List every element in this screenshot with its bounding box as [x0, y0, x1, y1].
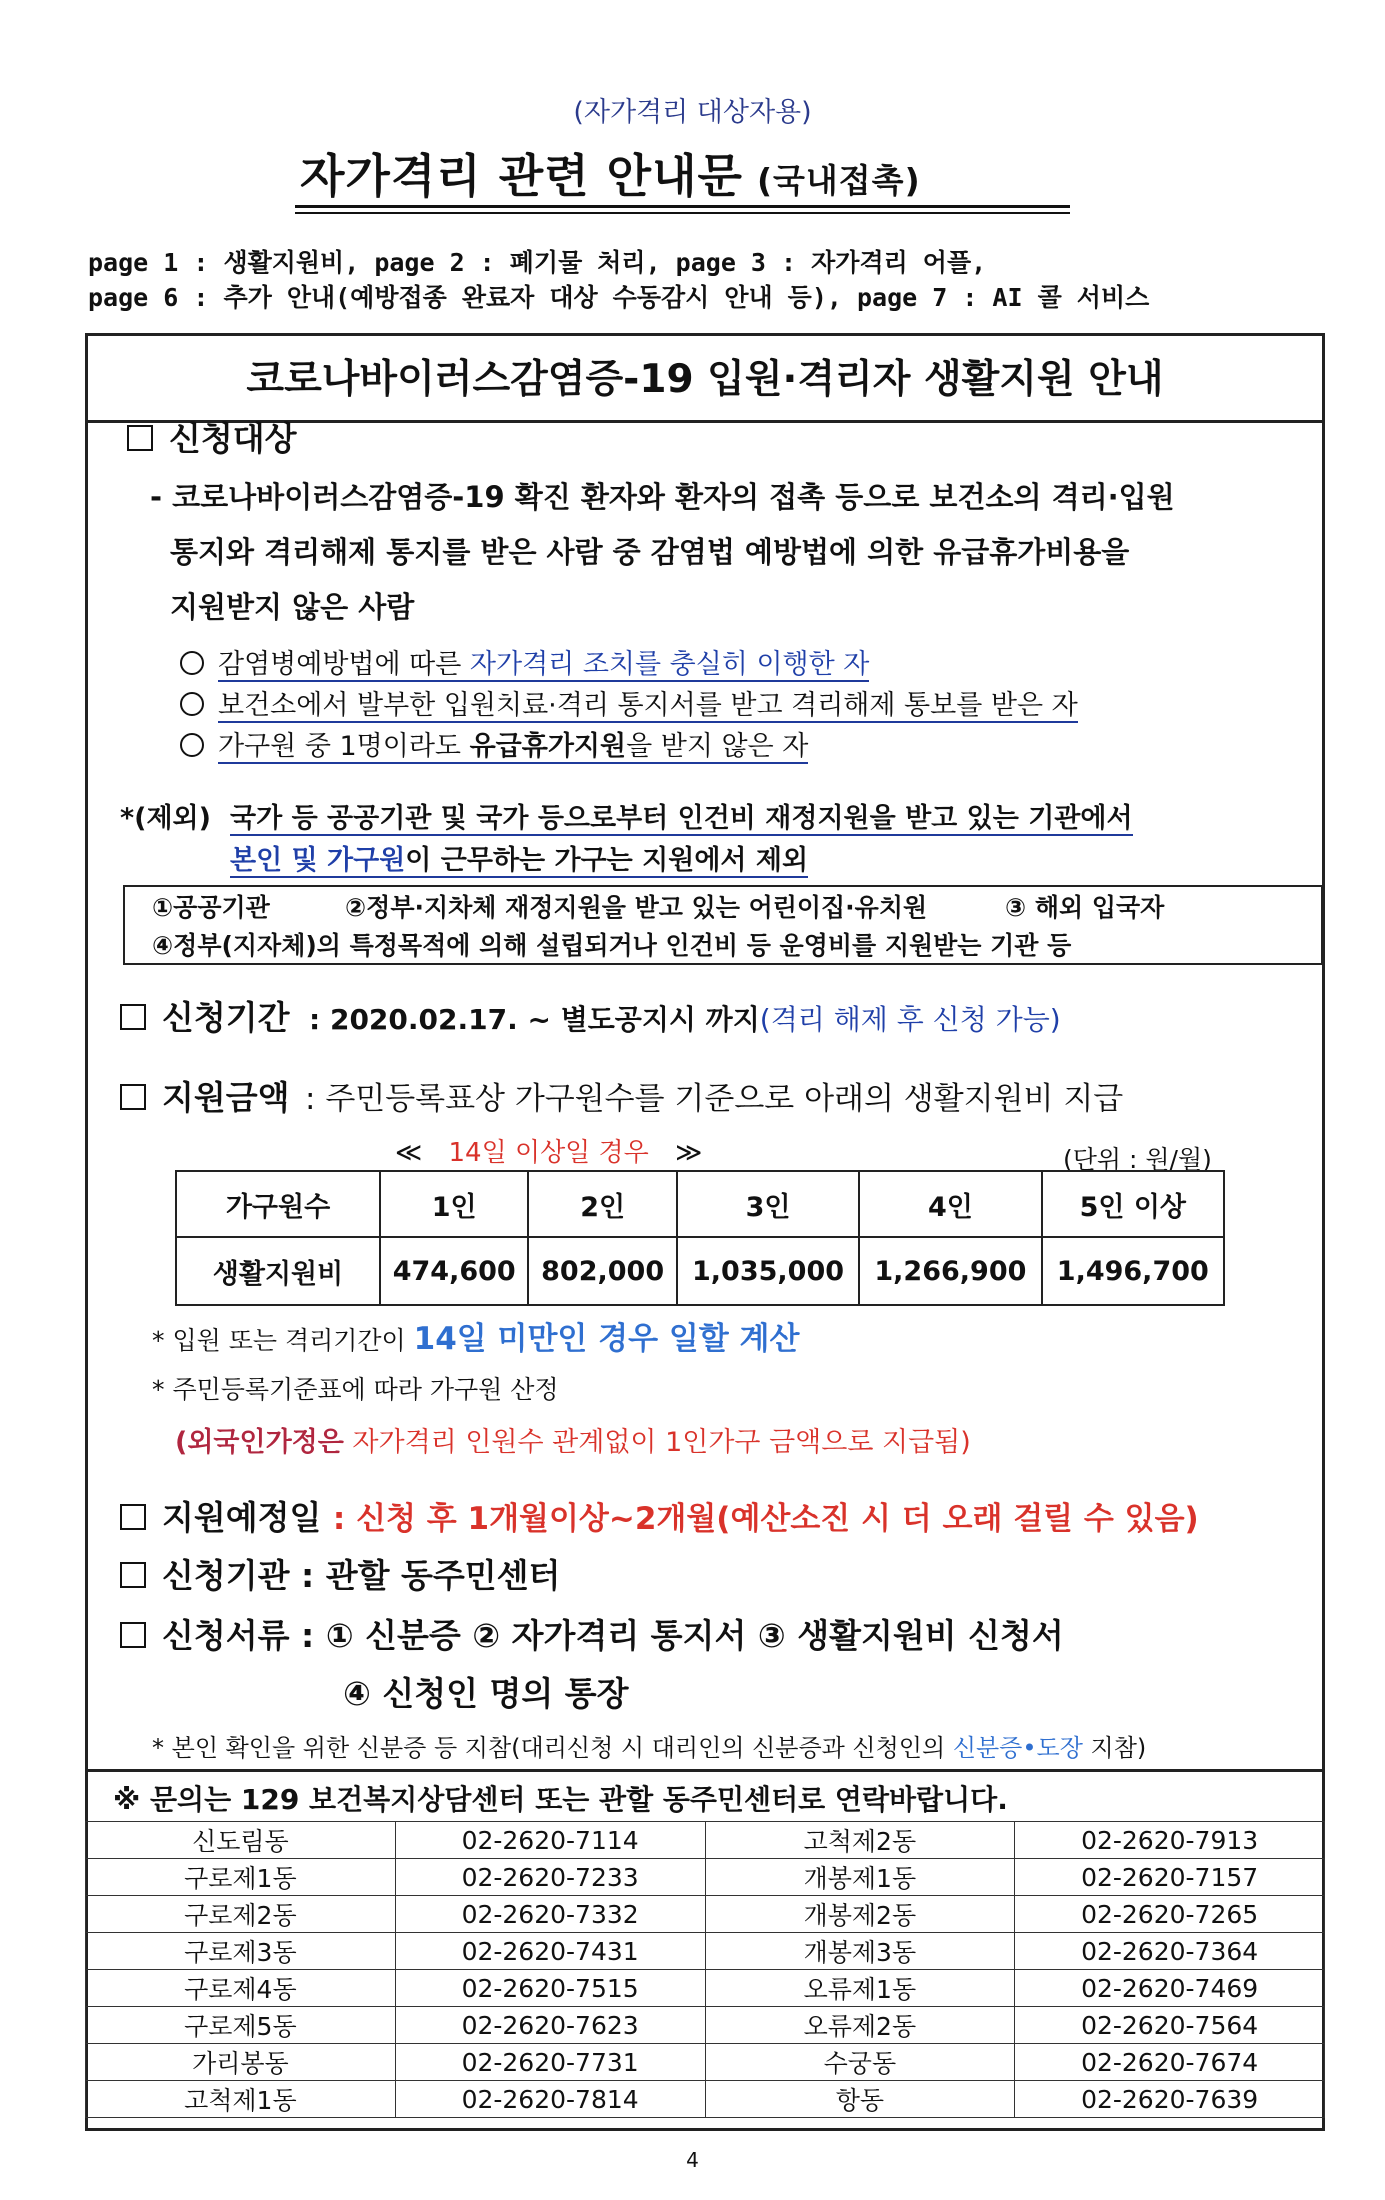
target-criterion-3: [180, 724, 808, 763]
section-target: [127, 413, 297, 460]
period-value: : 2020.02.17. ~ 별도공지시 까지: [309, 1003, 760, 1036]
exclusion-line-1-text: 국가 등 공공기관 및 국가 등으로부터 인건비 재정지원을 받고 있는 기관에서: [230, 803, 1133, 834]
district-name: 구로제3동: [86, 1933, 396, 1970]
schedule-value: : 신청 후 1개월이상~2개월(예산소진 시 더 오래 걸릴 수 있음): [332, 1501, 1199, 1537]
table-header-cell: 4인: [859, 1171, 1041, 1237]
district-phone[interactable]: 02-2620-7265: [1015, 1896, 1325, 1933]
amount-note-1-part-a: * 입원 또는 격리기간이: [152, 1326, 414, 1355]
contact-heading: ※ 문의는 129 보건복지상담센터 또는 관할 동주민센터로 연락바랍니다.: [113, 1783, 1008, 1816]
target-criterion-1: [180, 642, 869, 681]
district-name: 개봉제2동: [705, 1896, 1015, 1933]
table-row: [86, 1933, 1325, 1970]
district-phone[interactable]: 02-2620-7913: [1015, 1822, 1325, 1859]
docs-note: [152, 1728, 1146, 1763]
contact-separator: [85, 1769, 1325, 1772]
district-phone[interactable]: 02-2620-7814: [395, 2081, 705, 2118]
table-row: [86, 2007, 1325, 2044]
district-name: 가리봉동: [86, 2044, 396, 2081]
target-desc-line-3: 지원받지 않은 사람: [170, 590, 415, 624]
district-name: 구로제5동: [86, 2007, 396, 2044]
amount-unit: (단위 : 원/월): [1063, 1145, 1212, 1174]
district-name: 항동: [705, 2081, 1015, 2118]
docs-line-1: : ① 신분증 ② 자가격리 통지서 ③ 생활지원비 신청서: [301, 1616, 1064, 1655]
table-row: [86, 1822, 1325, 1859]
title-underline-2: [295, 212, 1070, 214]
criterion-3-part-c: 을 받지 않은 자: [626, 731, 809, 762]
section-period-heading: 신청기간: [162, 998, 290, 1037]
district-phone[interactable]: 02-2620-7564: [1015, 2007, 1325, 2044]
section-amount: [120, 1072, 1123, 1119]
criterion-1-part-a: 감염병예방법에 따른: [218, 649, 470, 680]
checkbox-icon: [120, 1004, 146, 1030]
district-name: 오류제1동: [705, 1970, 1015, 2007]
table-cell: 1,266,900: [859, 1237, 1041, 1305]
criterion-2-text: 보건소에서 발부한 입원치료·격리 통지서를 받고 격리해제 통보를 받은 자: [218, 690, 1078, 721]
criterion-3-text: [218, 731, 808, 764]
table-cell: 1,035,000: [677, 1237, 859, 1305]
page-index-line-1: page 1 : 생활지원비, page 2 : 폐기물 처리, page 3 : 자가격리 어플,: [88, 248, 987, 277]
circle-bullet-icon: [180, 651, 204, 675]
exclusion-item-3: ③ 해외 입국자: [1005, 893, 1165, 922]
district-name: 개봉제1동: [705, 1859, 1015, 1896]
criterion-3-part-a: 가구원 중 1명이라도: [218, 731, 470, 762]
checkbox-icon: [127, 425, 153, 451]
support-amount-table: [175, 1170, 1225, 1306]
district-phone[interactable]: 02-2620-7674: [1015, 2044, 1325, 2081]
document-subtitle: (자가격리 대상자용): [573, 97, 812, 128]
amount-note-3: [175, 1420, 971, 1459]
circle-bullet-icon: [180, 733, 204, 757]
title-underline: [295, 205, 1070, 208]
district-phone[interactable]: 02-2620-7731: [395, 2044, 705, 2081]
district-name: 구로제4동: [86, 1970, 396, 2007]
target-desc-line-2: 통지와 격리해제 통지를 받은 사람 중 감염법 예방법에 의한 유급휴가비용을: [170, 535, 1130, 569]
district-phone[interactable]: 02-2620-7639: [1015, 2081, 1325, 2118]
district-phone[interactable]: 02-2620-7515: [395, 1970, 705, 2007]
section-schedule: [120, 1492, 1199, 1539]
period-note: (격리 해제 후 신청 가능): [759, 1003, 1061, 1036]
section-schedule-heading: 지원예정일: [162, 1498, 322, 1537]
contact-table: [85, 1821, 1325, 2118]
criterion-3-part-b: 유급휴가지원: [469, 731, 627, 762]
amount-note-1-part-b: 14일 미만인 경우 일할 계산: [413, 1321, 800, 1357]
criterion-1-part-b: 자가격리 조치를 충실히 이행한 자: [469, 649, 870, 680]
exclusion-item-1: ①공공기관: [152, 893, 270, 922]
district-name: 개봉제3동: [705, 1933, 1015, 1970]
checkbox-icon: [120, 1562, 146, 1588]
target-criterion-2: [180, 683, 1078, 722]
district-name: 수궁동: [705, 2044, 1015, 2081]
district-name: 고척제1동: [86, 2081, 396, 2118]
document-title-text: 자가격리 관련 안내문: [300, 149, 743, 203]
table-header-cell: 가구원수: [176, 1171, 380, 1237]
table-header-cell: 5인 이상: [1042, 1171, 1224, 1237]
table-header-cell: 1인: [380, 1171, 528, 1237]
amount-note-3-part-b: 자가격리 인원수 관계없이 1인가구 금액으로 지급됨): [343, 1427, 971, 1458]
table-row: [86, 2081, 1325, 2118]
amount-condition-close: ≫: [675, 1138, 703, 1168]
table-row: [176, 1237, 1224, 1305]
section-docs-heading: 신청서류: [162, 1616, 290, 1655]
exclusion-line-2-part-b: 이 근무하는 가구는 지원에서 제외: [405, 845, 809, 876]
district-name: 오류제2동: [705, 2007, 1015, 2044]
table-cell: 474,600: [380, 1237, 528, 1305]
document-title-suffix: (국내접촉): [756, 161, 921, 200]
amount-condition-text: 14일 이상일 경우: [448, 1138, 649, 1168]
district-phone[interactable]: 02-2620-7332: [395, 1896, 705, 1933]
exclusion-line-1: [230, 796, 1133, 835]
exclusion-line-2-part-a: 본인 및 가구원: [230, 845, 406, 876]
docs-note-part-a: * 본인 확인을 위한 신분증 등 지참(대리신청 시 대리인의 신분증과 신청인의: [152, 1734, 953, 1762]
amount-value: : 주민등록표상 가구원수를 기준으로 아래의 생활지원비 지급: [305, 1081, 1124, 1117]
checkbox-icon: [120, 1504, 146, 1530]
circle-bullet-icon: [180, 692, 204, 716]
district-phone[interactable]: 02-2620-7114: [395, 1822, 705, 1859]
district-phone[interactable]: 02-2620-7469: [1015, 1970, 1325, 2007]
table-row: [86, 1896, 1325, 1933]
district-name: 구로제1동: [86, 1859, 396, 1896]
criterion-1-text: [218, 649, 869, 682]
district-phone[interactable]: 02-2620-7623: [395, 2007, 705, 2044]
district-name: 구로제2동: [86, 1896, 396, 1933]
section-docs: [120, 1610, 1064, 1657]
district-phone[interactable]: 02-2620-7364: [1015, 1933, 1325, 1970]
agency-value: : 관할 동주민센터: [301, 1556, 561, 1595]
amount-note-3-part-a: (외국인가정은: [175, 1427, 344, 1458]
district-name: 고척제2동: [705, 1822, 1015, 1859]
docs-note-part-b: 신분증•도장: [952, 1734, 1083, 1762]
district-phone[interactable]: 02-2620-7233: [395, 1859, 705, 1896]
section-period: [120, 992, 1061, 1039]
exclusion-line-2-text: [230, 845, 808, 878]
checkbox-icon: [120, 1622, 146, 1648]
table-header-cell: 3인: [677, 1171, 859, 1237]
docs-note-part-c: 지참): [1082, 1734, 1147, 1762]
section-agency-heading: 신청기관: [162, 1556, 290, 1595]
section-agency: [120, 1550, 560, 1597]
amount-condition: [395, 1132, 702, 1169]
table-row: [86, 1970, 1325, 2007]
exclusion-line-2: [230, 838, 808, 877]
docs-line-2: ④ 신청인 명의 통장: [343, 1674, 629, 1713]
table-header-cell: 2인: [528, 1171, 676, 1237]
amount-note-1: [152, 1313, 799, 1358]
section-target-heading: 신청대상: [169, 419, 297, 458]
page-index-line-2: page 6 : 추가 안내(예방접종 완료자 대상 수동감시 안내 등), page 7 : AI 콜 서비스: [88, 283, 1150, 312]
exclusion-label: *(제외): [120, 803, 211, 834]
exclusion-item-4: ④정부(지자체)의 특정목적에 의해 설립되거나 인건비 등 운영비를 지원받는 기관 등: [152, 931, 1072, 960]
box-title: 코로나바이러스감염증-19 입원·격리자 생활지원 안내: [246, 357, 1164, 402]
table-row: [86, 2044, 1325, 2081]
document-title: [300, 140, 921, 206]
district-name: 신도림동: [86, 1822, 396, 1859]
exclusion-item-2: ②정부·지차체 재정지원을 받고 있는 어린이집·유치원: [345, 893, 928, 922]
table-header-row: [176, 1171, 1224, 1237]
amount-note-2: * 주민등록기준표에 따라 가구원 산정: [152, 1375, 559, 1404]
checkbox-icon: [120, 1084, 146, 1110]
page-number: 4: [686, 2148, 699, 2172]
section-amount-heading: 지원금액: [162, 1078, 290, 1117]
target-desc-line-1: - 코로나바이러스감염증-19 확진 환자와 환자의 접촉 등으로 보건소의 격리·입원: [150, 480, 1175, 514]
district-phone[interactable]: 02-2620-7431: [395, 1933, 705, 1970]
table-row: [86, 1859, 1325, 1896]
district-phone[interactable]: 02-2620-7157: [1015, 1859, 1325, 1896]
table-cell: 생활지원비: [176, 1237, 380, 1305]
amount-condition-open: ≪: [395, 1138, 423, 1168]
contact-table-body: [86, 1822, 1325, 2118]
table-cell: 802,000: [528, 1237, 676, 1305]
table-cell: 1,496,700: [1042, 1237, 1224, 1305]
